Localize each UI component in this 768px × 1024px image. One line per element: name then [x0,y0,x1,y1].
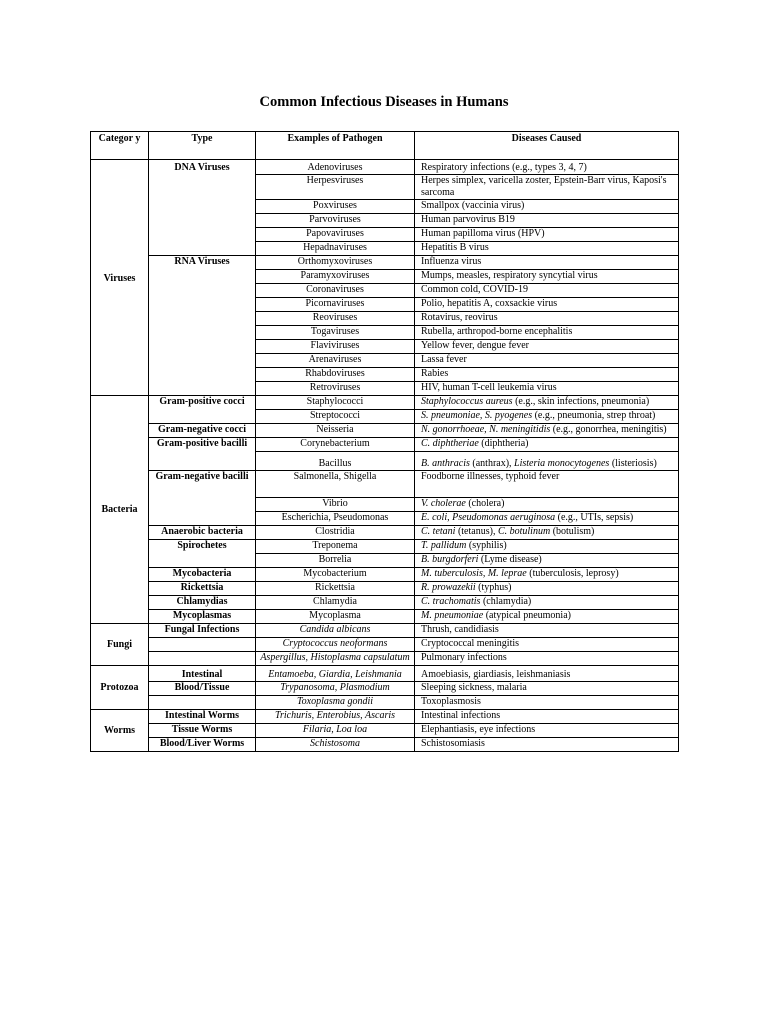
table-row [91,582,679,596]
pathogen-cell: Poxviruses [256,200,415,214]
disease-cell [415,498,679,512]
disease-cell: Amoebiasis, giardiasis, leishmaniasis [415,666,679,682]
type-cell: Blood/Tissue [149,682,256,696]
pathogen-cell: Flaviviruses [256,340,415,354]
document-title: Common Infectious Diseases in Humans [259,94,509,110]
pathogen-cell: Arenaviruses [256,354,415,368]
disease-text: (cholera) [465,498,505,509]
type-cell: Gram-positive cocci [149,396,256,424]
disease-cell [415,568,679,582]
disease-cell: Common cold, COVID-19 [415,284,679,298]
disease-cell [415,610,679,624]
pathogen-cell: Trichuris, Enterobius, Ascaris [256,710,415,724]
header-pathogen: Examples of Pathogen [256,132,415,160]
species-name: C. botulinum [497,526,551,537]
type-cell: Anaerobic bacteria [149,526,256,540]
pathogen-cell: Rhabdoviruses [256,368,415,382]
table-row [91,256,679,270]
disease-cell [415,554,679,568]
disease-cell: Rubella, arthropod-borne encephalitis [415,326,679,340]
pathogen-cell: Clostridia [256,526,415,540]
disease-cell: Foodborne illnesses, typhoid fever [415,471,679,498]
table-row [91,596,679,610]
pathogen-cell: Toxoplasma gondii [256,696,415,710]
table-row [91,652,679,666]
species-name: M. pneumoniae [421,610,484,621]
table-row [91,738,679,752]
table-row [91,666,679,682]
species-name: M. tuberculosis, M. leprae [421,568,527,579]
disease-cell [415,582,679,596]
pathogen-cell: Candida albicans [256,624,415,638]
disease-text: (diphtheria) [478,438,529,449]
disease-cell: Mumps, measles, respiratory syncytial virus [415,270,679,284]
disease-text: (botulism) [550,526,595,537]
pathogen-cell: Papovaviruses [256,228,415,242]
disease-cell [415,396,679,410]
pathogen-cell: Aspergillus, Histoplasma capsulatum [256,652,415,666]
category-cell: Bacteria [91,396,149,624]
disease-cell: Toxoplasmosis [415,696,679,710]
type-cell: Spirochetes [149,540,256,568]
pathogen-cell: Rickettsia [256,582,415,596]
pathogen-cell: Coronaviruses [256,284,415,298]
disease-cell: Influenza virus [415,256,679,270]
disease-cell [415,512,679,526]
disease-cell [415,452,679,471]
pathogen-cell: Borrelia [256,554,415,568]
pathogen-cell: Vibrio [256,498,415,512]
disease-cell: Lassa fever [415,354,679,368]
category-cell: Viruses [91,160,149,396]
type-cell: Gram-positive bacilli [149,438,256,471]
species-name: Staphylococcus aureus [421,396,513,407]
type-cell: Blood/Liver Worms [149,738,256,752]
pathogen-cell: Filaria, Loa loa [256,724,415,738]
pathogen-cell: Corynebacterium [256,438,415,452]
header-row [91,132,679,160]
pathogen-cell: Picornaviruses [256,298,415,312]
type-cell: Gram-negative cocci [149,424,256,438]
table-row [91,438,679,452]
species-name: E. coli, Pseudomonas aeruginosa [421,512,556,523]
pathogen-cell: Mycobacterium [256,568,415,582]
pathogen-cell: Treponema [256,540,415,554]
table-row [91,696,679,710]
disease-text: (tuberculosis, leprosy) [526,568,619,579]
category-cell: Protozoa [91,666,149,710]
header-disease: Diseases Caused [415,132,679,160]
disease-cell: Intestinal infections [415,710,679,724]
pathogen-cell: Adenoviruses [256,160,415,175]
disease-cell: Elephantiasis, eye infections [415,724,679,738]
disease-text: (e.g., gonorrhea, meningitis) [550,424,667,435]
disease-cell [415,410,679,424]
pathogen-cell: Schistosoma [256,738,415,752]
disease-text: (anthrax), [469,458,515,469]
type-cell: Chlamydias [149,596,256,610]
table-row [91,471,679,498]
pathogen-cell: Togaviruses [256,326,415,340]
table-row [91,624,679,638]
type-cell: Tissue Worms [149,724,256,738]
pathogen-cell: Parvoviruses [256,214,415,228]
disease-text: (atypical pneumonia) [483,610,571,621]
table-row [91,610,679,624]
pathogen-cell: Streptococci [256,410,415,424]
pathogen-cell: Cryptococcus neoformans [256,638,415,652]
disease-cell: Rabies [415,368,679,382]
pathogen-cell: Salmonella, Shigella [256,471,415,498]
disease-cell: Sleeping sickness, malaria [415,682,679,696]
pathogen-cell: Paramyxoviruses [256,270,415,284]
disease-text: (syphilis) [466,540,507,551]
species-name: T. pallidum [421,540,467,551]
table-row [91,160,679,175]
disease-cell: HIV, human T-cell leukemia virus [415,382,679,396]
disease-cell [415,526,679,540]
species-name: Listeria monocytogenes [514,458,610,469]
disease-cell: Respiratory infections (e.g., types 3, 4, 7) [415,160,679,175]
pathogen-cell: Hepadnaviruses [256,242,415,256]
disease-text: (e.g., pneumonia, strep throat) [532,410,656,421]
disease-cell: Cryptococcal meningitis [415,638,679,652]
pathogen-cell: Reoviruses [256,312,415,326]
pathogen-cell: Mycoplasma [256,610,415,624]
header-type: Type [149,132,256,160]
species-name: B. anthracis [421,458,470,469]
species-name: C. trachomatis [421,596,481,607]
category-cell: Worms [91,710,149,752]
disease-text: (listeriosis) [609,458,657,469]
table-row [91,568,679,582]
type-cell: Intestinal [149,666,256,682]
pathogen-cell: Herpesviruses [256,175,415,200]
type-cell: RNA Viruses [149,256,256,396]
disease-cell: Human papilloma virus (HPV) [415,228,679,242]
disease-text: (typhus) [475,582,512,593]
pathogen-cell: Entamoeba, Giardia, Leishmania [256,666,415,682]
pathogen-cell: Staphylococci [256,396,415,410]
species-name: S. pneumoniae, S. pyogenes [421,410,533,421]
disease-cell [415,424,679,438]
disease-cell: Schistosomiasis [415,738,679,752]
pathogen-cell: Retroviruses [256,382,415,396]
disease-cell: Herpes simplex, varicella zoster, Epstein-Barr virus, Kaposi's sarcoma [415,175,679,200]
type-cell: Mycoplasmas [149,610,256,624]
type-cell [149,696,256,710]
disease-text: (Lyme disease) [478,554,542,565]
disease-cell: Pulmonary infections [415,652,679,666]
disease-cell: Human parvovirus B19 [415,214,679,228]
species-name: N. gonorrhoeae, N. meningitidis [421,424,551,435]
pathogen-cell: Chlamydia [256,596,415,610]
table-row [91,682,679,696]
pathogen-cell: Neisseria [256,424,415,438]
diseases-table [90,131,679,752]
disease-text: (chlamydia) [480,596,532,607]
table-row [91,710,679,724]
pathogen-cell: Escherichia, Pseudomonas [256,512,415,526]
species-name: B. burgdorferi [421,554,479,565]
species-name: C. tetani [421,526,456,537]
table-row [91,396,679,410]
table-row [91,526,679,540]
table-row [91,540,679,554]
species-name: R. prowazekii [421,582,476,593]
disease-cell: Thrush, candidiasis [415,624,679,638]
disease-text: (tetanus), [455,526,498,537]
pathogen-cell: Trypanosoma, Plasmodium [256,682,415,696]
species-name: V. cholerae [421,498,466,509]
disease-cell [415,438,679,452]
table-row [91,424,679,438]
header-category: Categor y [91,132,149,160]
pathogen-cell: Orthomyxoviruses [256,256,415,270]
type-cell: Intestinal Worms [149,710,256,724]
pathogen-cell: Bacillus [256,452,415,471]
disease-cell: Hepatitis B virus [415,242,679,256]
type-cell: Mycobacteria [149,568,256,582]
disease-cell [415,596,679,610]
type-cell: Rickettsia [149,582,256,596]
type-cell: DNA Viruses [149,160,256,256]
disease-text: (e.g., UTIs, sepsis) [555,512,634,523]
type-cell: Fungal Infections [149,624,256,638]
table-row [91,724,679,738]
disease-cell: Yellow fever, dengue fever [415,340,679,354]
disease-cell: Polio, hepatitis A, coxsackie virus [415,298,679,312]
table-row [91,638,679,652]
category-cell: Fungi [91,624,149,666]
type-cell [149,652,256,666]
type-cell: Gram-negative bacilli [149,471,256,526]
disease-cell: Rotavirus, reovirus [415,312,679,326]
disease-text: (e.g., skin infections, pneumonia) [512,396,650,407]
species-name: C. diphtheriae [421,438,479,449]
disease-cell [415,540,679,554]
disease-cell: Smallpox (vaccinia virus) [415,200,679,214]
type-cell [149,638,256,652]
